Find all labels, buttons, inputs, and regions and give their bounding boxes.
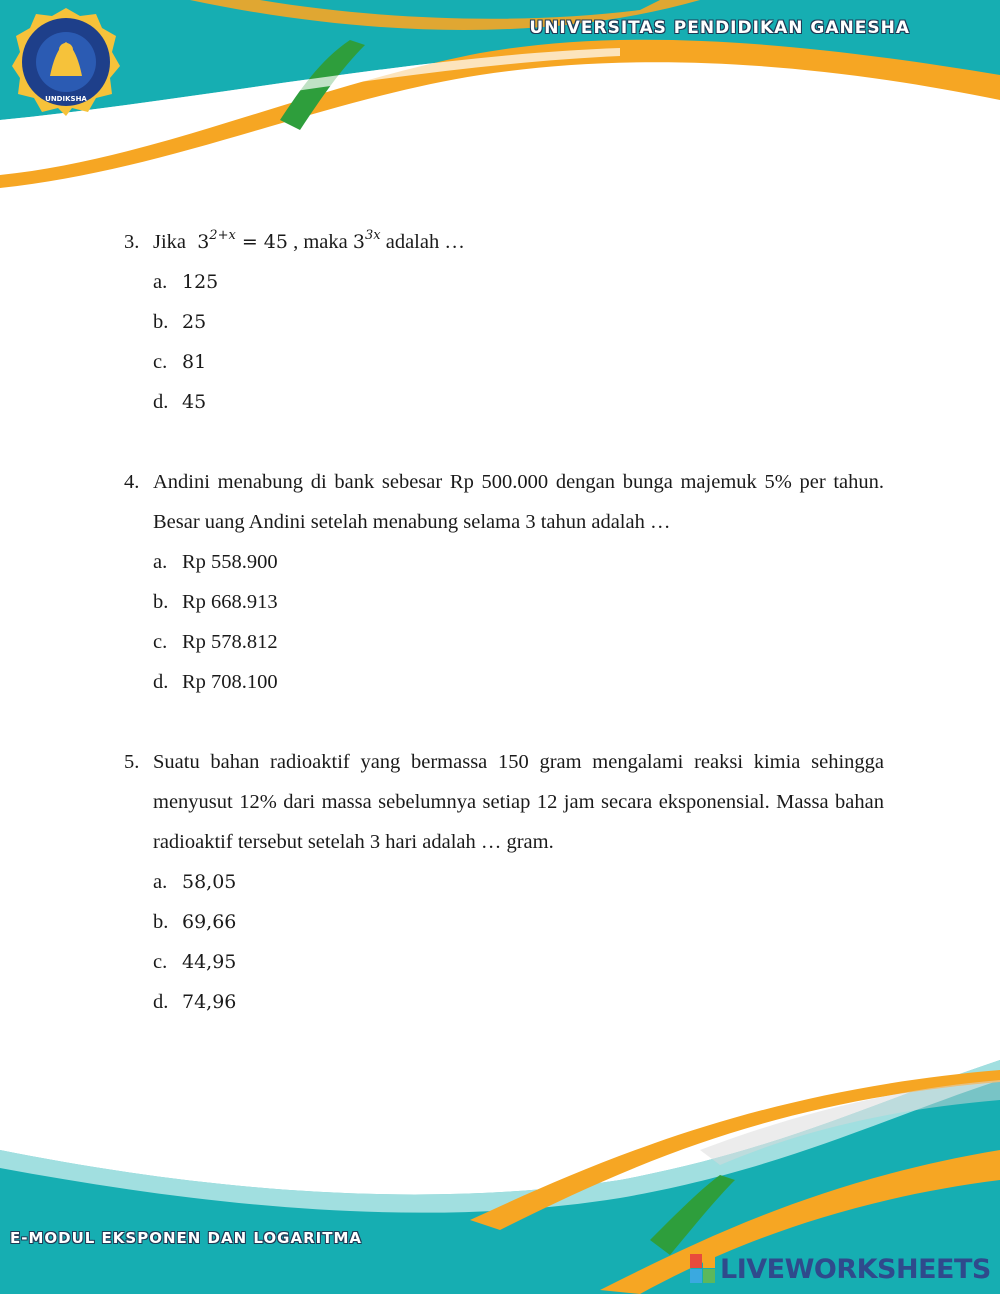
option-b[interactable]: b. 25 xyxy=(153,311,207,333)
question-number: 3. xyxy=(124,231,140,253)
option-c[interactable]: c. Rp 578.812 xyxy=(153,631,278,653)
liveworksheets-text: LIVEWORKSHEETS xyxy=(720,1253,991,1285)
liveworksheets-brand xyxy=(690,1252,991,1286)
svg-text:UNDIKSHA: UNDIKSHA xyxy=(45,95,87,103)
option-b[interactable]: b. Rp 668.913 xyxy=(153,591,278,613)
option-c[interactable]: c. 44,95 xyxy=(153,951,237,973)
question-4 xyxy=(124,462,884,702)
question-number: 4. xyxy=(124,471,140,493)
target-expression: $3^{3x}$ xyxy=(352,227,381,253)
option-a[interactable]: a. Rp 558.900 xyxy=(153,551,278,573)
question-list xyxy=(124,222,884,1062)
question-text: Suatu bahan radioaktif yang bermassa 150 gram mengalami reaksi kimia sehingga menyusut 12% dari massa sebelumnya setiap 12 jam secara eksponensial. Massa bahan radioaktif tersebut setelah 3 hari adalah … gram. xyxy=(153,751,884,853)
module-title: E-MODUL EKSPONEN DAN LOGARITMA xyxy=(10,1229,362,1247)
question-text: Jika $3^{2+x} = 45$ , maka $3^{3x}$ adalah … xyxy=(153,227,465,253)
question-3 xyxy=(124,222,884,422)
option-d[interactable]: d. Rp 708.100 xyxy=(153,671,278,693)
liveworksheets-icon xyxy=(690,1254,716,1284)
question-number: 5. xyxy=(124,751,140,773)
option-b[interactable]: b. 69,66 xyxy=(153,911,237,933)
option-a[interactable]: a. 58,05 xyxy=(153,871,237,893)
undiksha-logo xyxy=(10,6,122,118)
equation: $3^{2+x} = 45$ xyxy=(197,227,288,253)
option-a[interactable]: a. 125 xyxy=(153,271,219,293)
question-text: Andini menabung di bank sebesar Rp 500.000 dengan bunga majemuk 5% per tahun. Besar uang Andini setelah menabung selama 3 tahun adalah … xyxy=(153,471,884,533)
option-d[interactable]: d. 74,96 xyxy=(153,991,237,1013)
option-c[interactable]: c. 81 xyxy=(153,351,207,373)
question-5 xyxy=(124,742,884,1022)
option-d[interactable]: d. 45 xyxy=(153,391,207,413)
university-title: UNIVERSITAS PENDIDIKAN GANESHA xyxy=(529,18,910,38)
